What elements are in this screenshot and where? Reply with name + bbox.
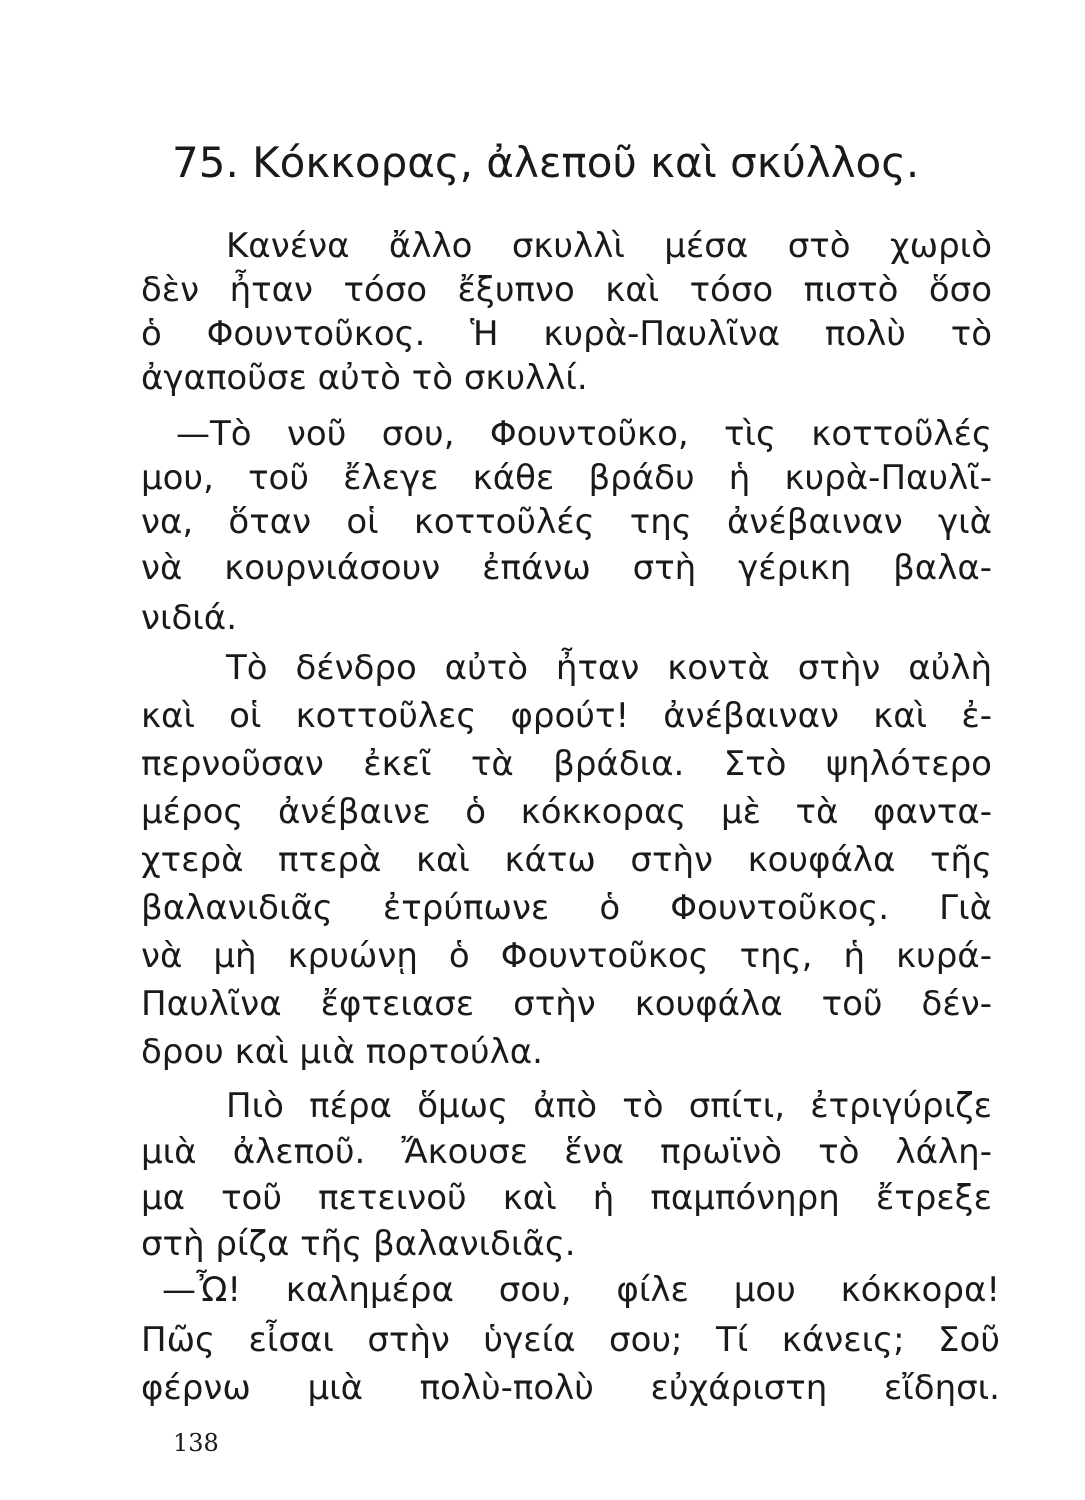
text-line: ἀγαποῦσε αὐτὸ τὸ σκυλλί. [141,358,588,398]
text-line: Τὸ δένδρο αὐτὸ ἦταν κοντὰ στὴν αὐλὴ [226,648,992,688]
text-line: Πῶς εἶσαι στὴν ὑγεία σου; Τί κάνεις; Σοῦ [141,1320,1000,1360]
text-line: νὰ κουρνιάσουν ἐπάνω στὴ γέρικη βαλα- [141,548,992,588]
text-line: ὁ Φουντοῦκος. Ἡ κυρὰ-Παυλῖνα πολὺ τὸ [141,314,992,354]
text-line: στὴ ρίζα τῆς βαλανιδιᾶς. [141,1224,576,1264]
text-line: νιδιά. [141,598,238,638]
text-line: Πιὸ πέρα ὅμως ἀπὸ τὸ σπίτι, ἐτριγύριζε [226,1086,992,1126]
text-line: νὰ μὴ κρυώνῃ ὁ Φουντοῦκος της, ἡ κυρά- [141,936,992,976]
text-line: βαλανιδιᾶς ἐτρύπωνε ὁ Φουντοῦκος. Γιὰ [141,888,992,928]
text-line: —Ὦ! καλημέρα σου, φίλε μου κόκκορα! [162,1270,1000,1310]
text-line: μου, τοῦ ἔλεγε κάθε βράδυ ἡ κυρὰ-Παυλῖ- [141,458,992,498]
text-line: καὶ οἱ κοττοῦλες φρούτ! ἀνέβαιναν καὶ ἐ- [141,696,992,736]
text-line: δρου καὶ μιὰ πορτούλα. [141,1032,543,1072]
text-line: φέρνω μιὰ πολὺ-πολὺ εὐχάριστη εἴδησι. [141,1368,1000,1408]
text-line: —Τὸ νοῦ σου, Φουντοῦκο, τὶς κοττοῦλές [176,414,992,454]
text-line: μιὰ ἀλεποῦ. Ἄκουσε ἕνα πρωϊνὸ τὸ λάλη- [141,1132,992,1172]
text-line: να, ὅταν οἱ κοττοῦλές της ἀνέβαιναν γιὰ [141,502,992,542]
text-line: Κανένα ἄλλο σκυλλὶ μέσα στὸ χωριὸ [226,226,992,266]
text-line: μέρος ἀνέβαινε ὁ κόκκορας μὲ τὰ φαντα- [141,792,992,832]
text-line: Παυλῖνα ἔφτειασε στὴν κουφάλα τοῦ δέν- [141,984,992,1024]
chapter-title: 75. Κόκκορας, ἀλεποῦ καὶ σκύλλος. [172,138,920,187]
text-line: χτερὰ πτερὰ καὶ κάτω στὴν κουφάλα τῆς [141,840,992,880]
text-line: μα τοῦ πετεινοῦ καὶ ἡ παμπόνηρη ἔτρεξε [141,1178,992,1218]
text-line: δὲν ἦταν τόσο ἔξυπνο καὶ τόσο πιστὸ ὅσο [141,270,992,310]
text-line: περνοῦσαν ἐκεῖ τὰ βράδια. Στὸ ψηλότερο [141,744,992,784]
page-number: 138 [173,1429,219,1457]
